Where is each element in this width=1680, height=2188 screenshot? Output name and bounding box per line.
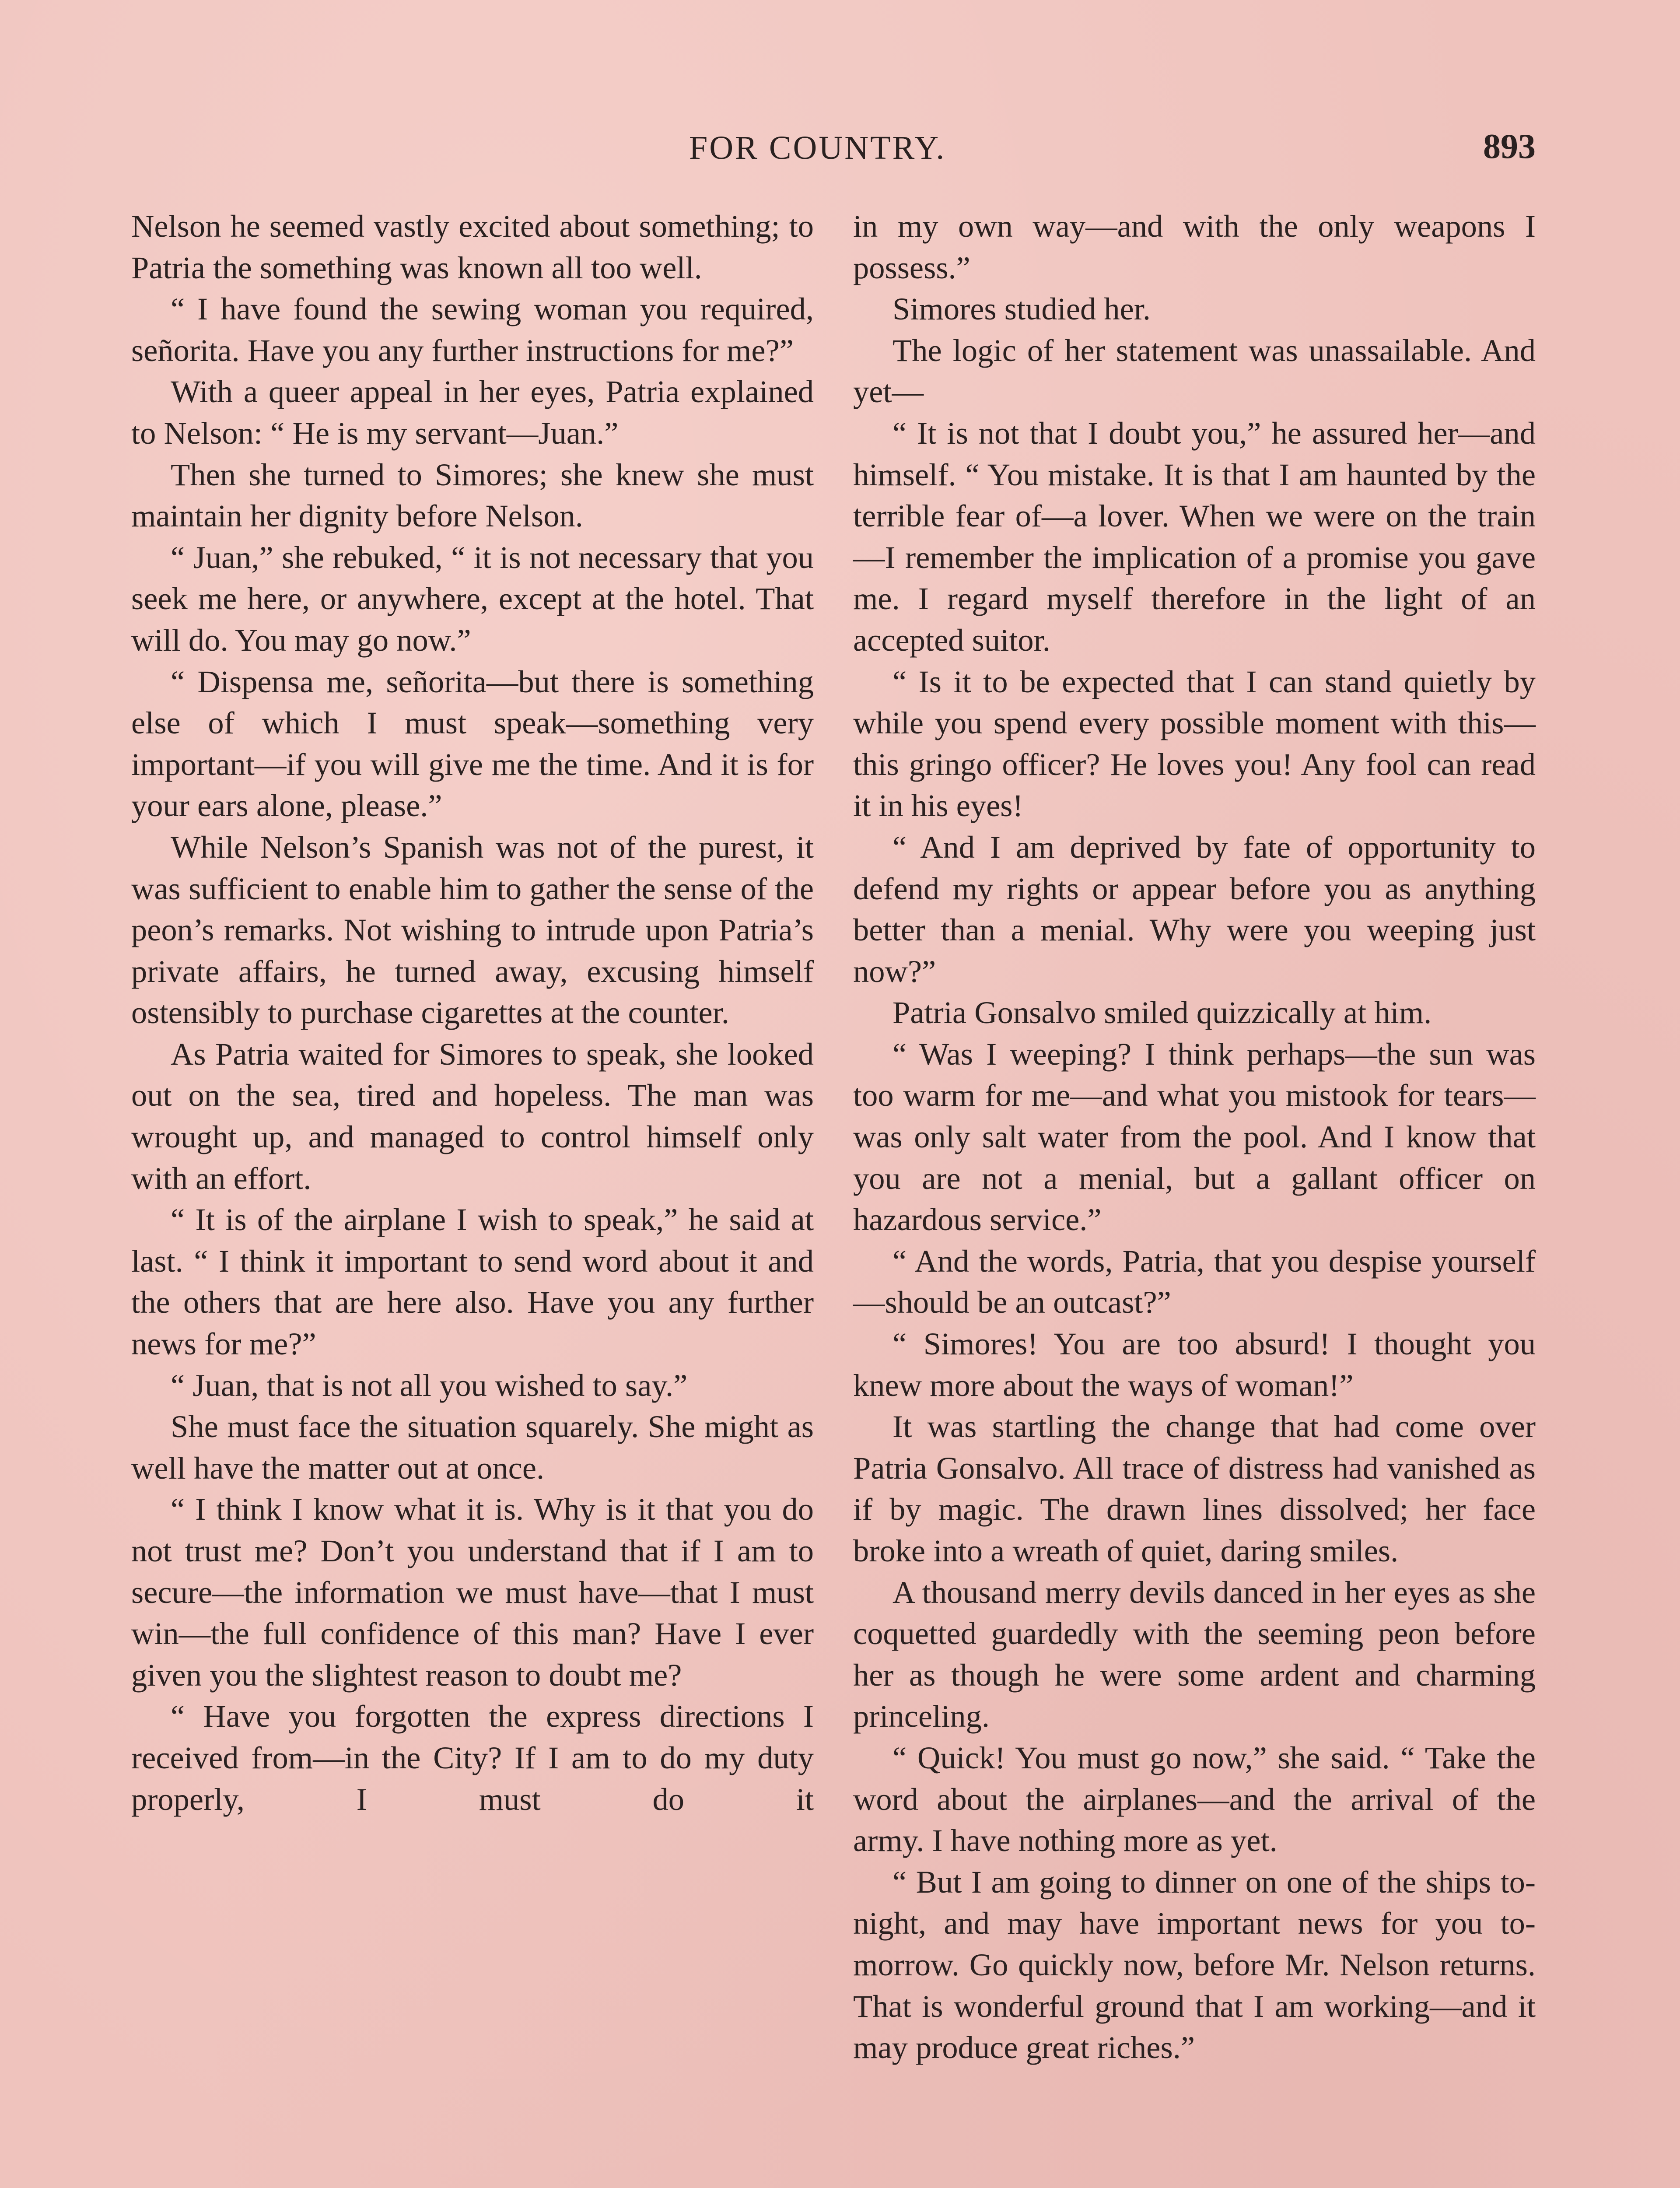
paragraph: “ And I am deprived by fate of opportunity to defend my rights or appear before you as anything better than a menial. Why were you weeping just now?” (853, 829, 1536, 989)
paragraph: Nelson he seemed vastly excited about something; to Patria the something was known all too well. (131, 208, 814, 285)
paragraph: A thousand merry devils danced in her eyes as she coquetted guardedly with the seeming peon before her as though he were some ardent and charming princeling. (853, 1574, 1536, 1734)
paragraph: “ Is it to be expected that I can stand quietly by while you spend every possible moment with this—this gringo officer? He loves you! Any fool can read it in his eyes! (853, 663, 1536, 824)
paragraph: “ I think I know what it is. Why is it that you do not trust me? Don’t you understand that if I am to secure—the information we must have—that I must win—the full confidence of this man? Have I ever given you the slightest reason to doubt me? (131, 1491, 814, 1693)
paragraph: The logic of her statement was unassailable. And yet— (853, 332, 1536, 410)
paragraph: “ It is of the airplane I wish to speak,” he said at last. “ I think it important to send word about it and the others that are here also. Have you any further news for me?” (131, 1202, 814, 1362)
paragraph: With a queer appeal in her eyes, Patria explained to Nelson: “ He is my servant—Juan.” (131, 374, 814, 451)
paragraph: “ Juan,” she rebuked, “ it is not necessary that you seek me here, or anywhere, except at the hotel. That will do. You may go now.” (131, 539, 814, 658)
paragraph: “ Was I weeping? I think perhaps—the sun was too warm for me—and what you mistook for tears—was only salt water from the pool. And I know that you are not a menial, but a gallant officer on hazardous service.” (853, 1036, 1536, 1238)
paragraph: While Nelson’s Spanish was not of the purest, it was sufficient to enable him to gather the sense of the peon’s remarks. Not wishing to intrude upon Patria’s private affairs, he turned away, excusing himself ostensibly to purchase cigarettes at the counter. (131, 829, 814, 1031)
paragraph: “ I have found the sewing woman you required, señorita. Have you any further instructions for me?” (131, 291, 814, 368)
paragraph: Then she turned to Simores; she knew she must maintain her dignity before Nelson. (131, 456, 814, 534)
paragraph: “ Dispensa me, señorita—but there is something else of which I must speak—something very important—if you will give me the time. And it is for your ears alone, please.” (131, 663, 814, 824)
paragraph: She must face the situation squarely. She might as well have the matter out at once. (131, 1409, 814, 1486)
paragraph: “ But I am going to dinner on one of the ships to-night, and may have important news for you to-morrow. Go quickly now, before Mr. Nelson returns. That is wonderful ground that I am working—and it may produce great riches.” (853, 1864, 1536, 2065)
paragraph: Patria Gonsalvo smiled quizzically at him. (892, 995, 1432, 1031)
page-number: 893 (1483, 127, 1536, 166)
paragraph: “ Juan, that is not all you wished to say.” (171, 1367, 688, 1403)
paragraph: “ Quick! You must go now,” she said. “ Take the word about the airplanes—and the arrival of the army. I have nothing more as yet. (853, 1739, 1536, 1858)
paragraph: It was startling the change that had come over Patria Gonsalvo. All trace of distress had vanished as if by magic. The drawn lines dissolved; her face broke into a wreath of quiet, daring smiles. (853, 1409, 1536, 1568)
running-head: FOR COUNTRY. (689, 130, 946, 166)
paragraph: “ It is not that I doubt you,” he assured her—and himself. “ You mistake. It is that I am haunted by the terrible fear of—a lover. When we were on the train—I remember the implication of a promise you gave me. I regard myself therefore in the light of an accepted suitor. (853, 415, 1536, 658)
paragraph: “ And the words, Patria, that you despise yourself—should be an outcast?” (853, 1243, 1536, 1320)
left-text-column (131, 206, 814, 1820)
paragraph: Simores studied her. (892, 291, 1151, 327)
right-text-column (853, 206, 1536, 2069)
paragraph: “ Simores! You are too absurd! I thought you knew more about the ways of woman!” (853, 1326, 1536, 1403)
paragraph: in my own way—and with the only weapons I possess.” (853, 208, 1536, 285)
paragraph: “ Have you forgotten the express directions I received from—in the City? If I am to do my duty properly, I must do it (131, 1698, 814, 1817)
paragraph: As Patria waited for Simores to speak, she looked out on the sea, tired and hopeless. The man was wrought up, and managed to control himself only with an effort. (131, 1036, 814, 1196)
